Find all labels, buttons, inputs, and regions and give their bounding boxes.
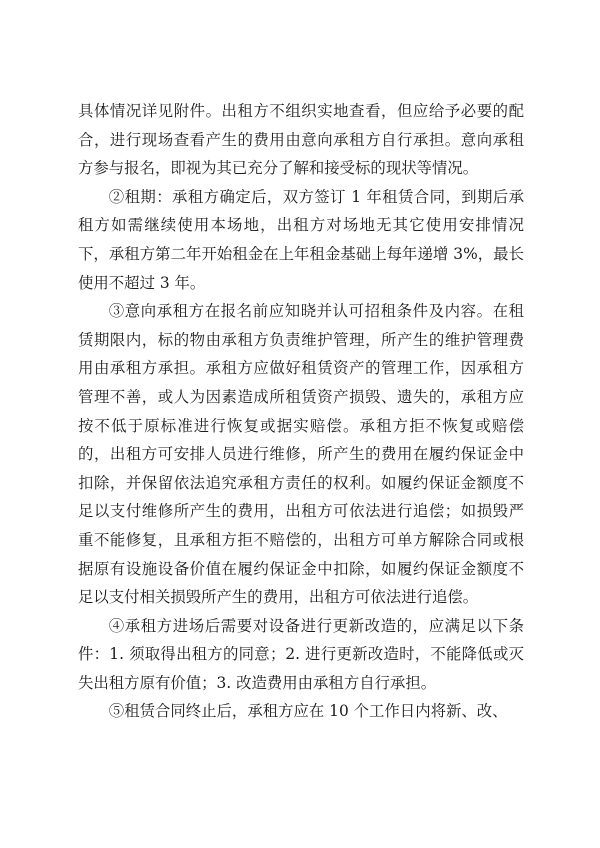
- paragraph-item-5-contract-termination: ⑤租赁合同终止后，承租方应在 10 个工作日内将新、改、: [108, 702, 508, 721]
- document-body: [78, 97, 524, 726]
- paragraph-item-4-renovation-conditions: ④承租方进场后需要对设备进行更新改造的，应满足以下条件：1. 须取得出租方的同意；2. 进行更新改造时，不能降低或灭失出租方原有价值；3. 改造费用由承租方自行承担。: [78, 616, 524, 692]
- paragraph-item-2-lease-term: ②租期：承租方确定后，双方签订 1 年租赁合同，到期后承租方如需继续使用本场地，出租方对场地无其它使用安排情况下，承租方第二年开始租金在上年租金基础上每年递增 3%，最长使用不超过 3 年。: [78, 187, 524, 292]
- paragraph-item-3-maintenance-liability: ③意向承租方在报名前应知晓并认可招租条件及内容。在租赁期限内，标的物由承租方负责维护管理，所产生的维护管理费用由承租方承担。承租方应做好租赁资产的管理工作，因承租方管理不善，或人为因素造成所租赁资产损毁、遗失的，承租方应按不低于原标准进行恢复或据实赔偿。承租方拒不恢复或赔偿的，出租方可安排人员进行维修，所产生的费用在履约保证金中扣除，并保留依法追究承租方责任的权利。如履约保证金额度不足以支付维修所产生的费用，出租方可依法进行追偿；如损毁严重不能修复，且承租方拒不赔偿的，出租方可单方解除合同或根据原有设施设备价值在履约保证金中扣除，如履约保证金额度不足以支付相关损毁所产生的费用，出租方可依法进行追偿。: [78, 302, 524, 607]
- paragraph-continuation: 具体情况详见附件。出租方不组织实地查看，但应给予必要的配合，进行现场查看产生的费用由意向承租方自行承担。意向承租方参与报名，即视为其已充分了解和接受标的现状等情况。: [78, 102, 524, 178]
